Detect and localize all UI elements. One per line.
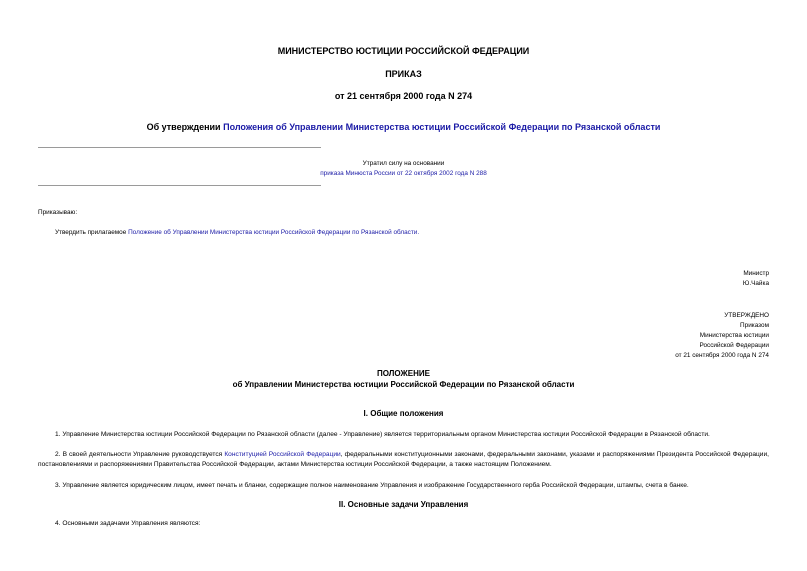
notice-text: Утратил силу на основании [362, 160, 445, 167]
paragraph-1: 1. Управление Министерства юстиции Российской Федерации по Рязанской области (далее - Управление) является территориальным органом Министерства юстиции Российской Федерации в Рязанской области. [55, 431, 710, 438]
notice-link-line [0, 170, 807, 178]
p2-prefix: 2. В своей деятельности Управление руководствуется [55, 451, 223, 458]
signer-title: Министр [743, 270, 769, 277]
paragraph-3: 3. Управление является юридическим лицом, имеет печать и бланки, содержащие полное наименование Управления и изображение Государственного герба Российской Федерации, штампы, счета в банке. [55, 482, 689, 489]
approve-prefix: Утвердить прилагаемое [55, 229, 127, 236]
subject-prefix: Об утверждении [146, 122, 221, 132]
order-approve [55, 229, 419, 237]
section-1-heading: I. Общие положения [363, 409, 444, 418]
signer-name: Ю.Чайка [742, 280, 769, 287]
section-2-heading: II. Основные задачи Управления [338, 500, 469, 509]
doc-subject [0, 122, 807, 132]
p2-suffix: , федеральными конституционными законами, федеральными законами, указами и распоряжениями Президента Российской Федерации, постановлениями и распоряжениями Правительства Российской Федерации, актами Министерства юстиции Российской Федерации, а также настоящим Положением. [38, 451, 770, 468]
subject-link[interactable]: Положения об Управлении Министерства юстиции Российской Федерации по Рязанской области [223, 122, 661, 132]
divider-top [38, 147, 321, 148]
regulation-link[interactable]: Положение об Управлении Министерства юстиции Российской Федерации по Рязанской области. [128, 229, 420, 236]
order-intro: Приказываю: [38, 209, 78, 216]
doc-type: ПРИКАЗ [385, 69, 422, 79]
regulation-subtitle: об Управлении Министерства юстиции Российской Федерации по Рязанской области [232, 380, 575, 389]
paragraph-4: 4. Основными задачами Управления являются: [55, 520, 201, 527]
paragraph-2 [38, 450, 769, 469]
divider-bottom [38, 185, 321, 186]
ministry-title: МИНИСТЕРСТВО ЮСТИЦИИ РОССИЙСКОЙ ФЕДЕРАЦИИ [277, 46, 530, 56]
approval-line-5: от 21 сентября 2000 года N 274 [675, 352, 769, 359]
repeal-order-link[interactable]: приказа Минюста России от 22 октября 2002 года N 288 [320, 170, 487, 177]
constitution-link[interactable]: Конституцией Российской Федерации [224, 451, 341, 458]
doc-date-number: от 21 сентября 2000 года N 274 [334, 91, 473, 101]
approval-line-3: Министерства юстиции [699, 332, 769, 339]
regulation-title: ПОЛОЖЕНИЕ [377, 369, 430, 378]
approval-line-1: УТВЕРЖДЕНО [724, 312, 769, 319]
approval-line-4: Российской Федерации [699, 342, 769, 349]
approval-line-2: Приказом [740, 322, 769, 329]
